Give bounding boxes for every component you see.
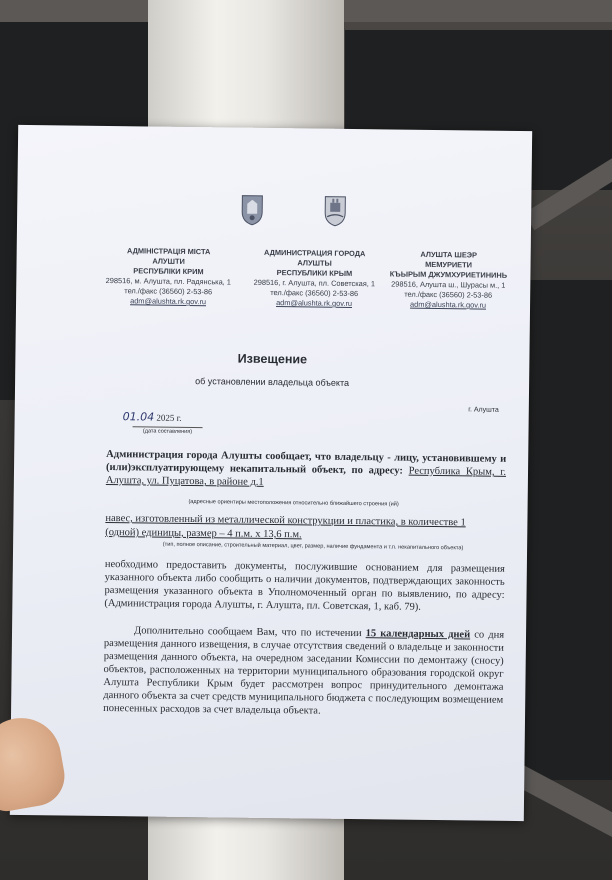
warning-start: Дополнительно сообщаем Вам, что по истечении xyxy=(133,625,362,640)
address-caption: (адресные ориентиры местоположения относительно ближайшего строения (ий) xyxy=(188,498,399,508)
header-crh-address: 298516, Алушта ш., Шурасы м., 1 xyxy=(391,279,506,290)
crimea-coat-of-arms-icon xyxy=(239,192,265,226)
warning-end: со дня размещения данного извещения, в случае отсутствия сведений о владельце и законности размещения данного объекта, на очередном заседании Комиссии по демонтажу (сносу) объектов, расположенных на территории муниципального образования городской округ Алушта Республики Крым будет рассмотрен вопрос принудительного демонтажа данного объекта за счет средств муниципального бюджета с последующим возмещением понесенных расходов за счет владельца объекта. xyxy=(103,629,505,717)
header-crimean-tatar xyxy=(368,249,529,311)
notice-paper xyxy=(10,125,532,821)
header-crh-name3: КЪЫРЫМ ДЖУМХУРИЕТИНИНЬ xyxy=(389,269,508,280)
header-rus-phone: тел./факс (36560) 2-53-86 xyxy=(270,287,359,299)
header-rus-name2: АЛУШТЫ xyxy=(297,258,332,268)
header-rus-name3: РЕСПУБЛИКИ КРЫМ xyxy=(276,268,353,278)
alushta-coat-of-arms-icon xyxy=(322,193,348,227)
notice-subtitle: об установлении владельца объекта xyxy=(195,376,350,388)
paragraph-documents: необходимо предоставить документы, послужившие основанием для размещения указанного объекта либо сообщить о наличии документов, подтверждающих законность размещения указанного объекта в Уполномоченный орган по выявлению, по адресу: (Администрация города Алушты, г. Алушта, пл. Советская, 1, каб. 79). xyxy=(104,558,505,613)
address-line: Республика Крым, г. Алушта, ул. Пуцатова, в районе д.1 xyxy=(105,465,507,488)
header-crh-phone: тел./факс (36560) 2-53-86 xyxy=(404,289,493,300)
notice-title: Извещение xyxy=(237,351,308,367)
notice-date xyxy=(123,410,182,424)
notice-place: г. Алушта xyxy=(468,406,499,414)
object-line-1: навес, изготовленный из металлической конструкции и пластика, в количестве 1 xyxy=(105,512,466,529)
header-ukr-name2: АЛУШТИ xyxy=(152,256,185,266)
header-ukr-email: adm@alushta.rk.gov.ru xyxy=(130,296,207,307)
header-ukr-address: 298516, м. Алушта, пл. Радянська, 1 xyxy=(105,275,231,287)
object-line-2: (одной) единицы, размер – 4 п.м. х 13,6 п.м. xyxy=(105,526,302,541)
window-pane-right xyxy=(520,280,612,780)
paragraph-intro xyxy=(106,448,506,492)
header-ukr-phone: тел./факс (36560) 2-53-86 xyxy=(124,286,213,297)
date-year: 2025 г. xyxy=(156,412,182,423)
intro-text: Администрация города Алушты сообщает, что владельцу - лицу, установившему и (или)эксплуатирующему некапитальный объект, по адресу: xyxy=(105,448,507,477)
header-ukr-name3: РЕСПУБЛІКИ КРИМ xyxy=(133,266,204,277)
header-rus-email: adm@alushta.rk.gov.ru xyxy=(276,298,353,308)
header-crh-email: adm@alushta.rk.gov.ru xyxy=(410,299,487,310)
paragraph-warning xyxy=(103,624,504,720)
object-caption: (тип, полное описание, строительный материал, цвет, размер, наличие фундамента и т.п. некапитального объекта) xyxy=(162,541,464,552)
date-handwritten: 01.04 xyxy=(122,410,155,424)
object-description xyxy=(105,512,505,545)
header-crh-name2: МЕМУРИЕТИ xyxy=(425,259,473,270)
header-rus-name1: АДМИНИСТРАЦИЯ ГОРОДА xyxy=(263,247,366,259)
header-crh-name1: АЛУШТА ШЕЭР xyxy=(420,249,478,260)
date-caption: (дата составления) xyxy=(132,426,202,435)
header-ukr-name1: АДМІНІСТРАЦІЯ МІСТА xyxy=(126,246,211,257)
header-ukrainian xyxy=(88,246,249,308)
header-rus-address: 298516, г. Алушта, пл. Советская, 1 xyxy=(253,277,376,289)
warning-days: 15 календарных дней xyxy=(365,628,471,641)
